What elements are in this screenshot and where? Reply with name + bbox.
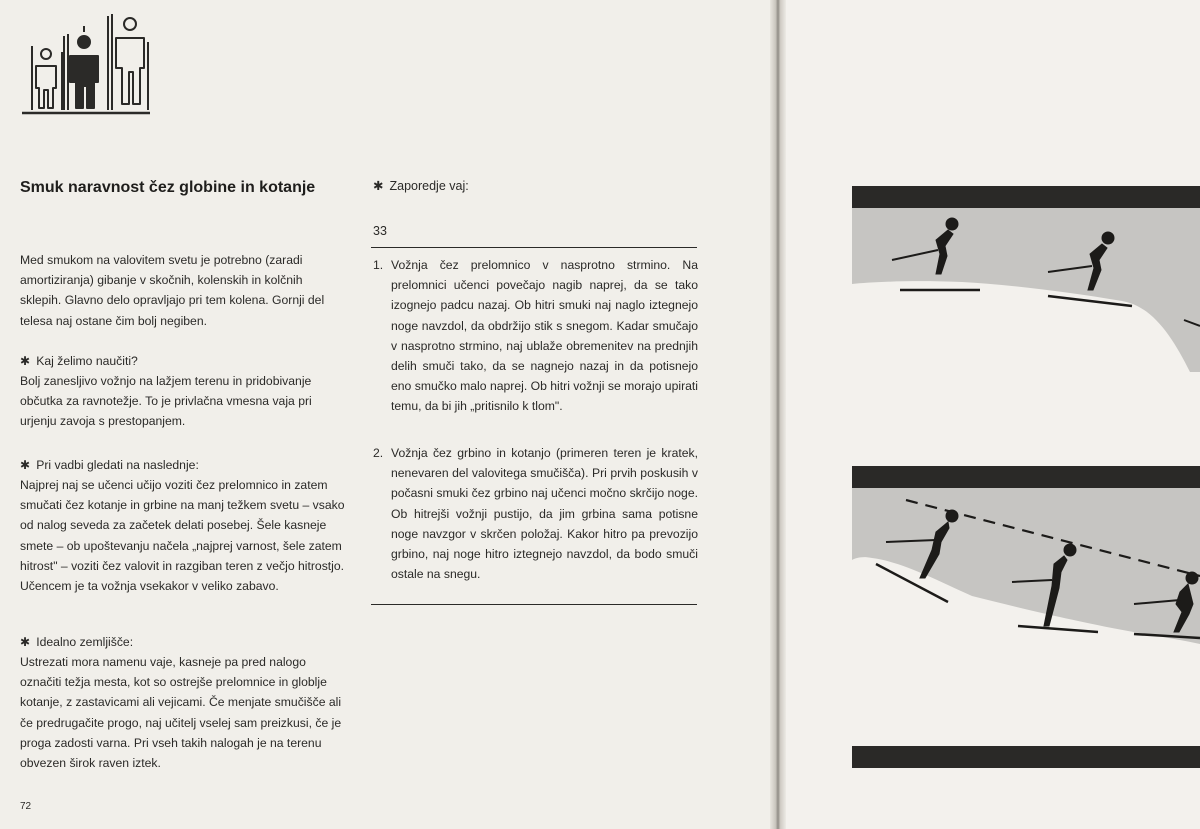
- section-heading: ✱ Pri vadbi gledati na naslednje:: [20, 458, 199, 472]
- sequence-heading: ✱ Zaporedje vaj:: [373, 179, 469, 193]
- illustration-break-slope: [852, 186, 1200, 372]
- asterisk-icon: ✱: [20, 635, 31, 649]
- exercise-number: 33: [373, 224, 387, 238]
- intro-paragraph: Med smukom na valovitem svetu je potrebno (zaradi amortiziranja) gibanje v skočnih, kolenskih in kolčnih sklepih. Glavno delo opravljajo pri tem kolena. Gornji del telesa naj ostane čim bolj negiben.: [20, 253, 325, 328]
- asterisk-icon: ✱: [20, 458, 31, 472]
- section-text: Najprej naj se učenci učijo voziti čez prelomnico in zatem smučati čez kotanje in grbine na manj težkem svetu – vsako od nalog seveda za začetek delati posebej. Šele kasneje smete – ob upoštevanju načela „najprej varnost, šele zatem hitrost" – voziti čez valovit in razgiban teren z večjo hitrostjo. Učencem je ta vožnja vsekakor v veliko zabavo.: [20, 478, 345, 594]
- page-number: 72: [20, 801, 32, 812]
- section-heading: ✱ Idealno zemljišče:: [20, 635, 134, 649]
- illustration-bump-hollow: [852, 466, 1200, 776]
- skiers-logo-icon: [20, 12, 152, 116]
- book-gutter: [770, 0, 786, 829]
- divider-top: [371, 247, 697, 248]
- divider-bottom: [371, 604, 697, 605]
- asterisk-icon: ✱: [20, 354, 31, 368]
- section-heading: ✱ Kaj želimo naučiti?: [20, 354, 138, 368]
- section-text: Ustrezati mora namenu vaje, kasneje pa pred nalogo označiti težja mesta, kot so ostrejše prelomnice in globlje kotanje, z zastavicami ali vejicami. Če menjate smučišče ali če predrugačite progo, naj učitelj vselej sam preizkusi, če je proga zadosti varna. Pri vseh takih nalogah je na terenu obvezen širok raven iztek.: [20, 655, 342, 771]
- section-text: Bolj zanesljivo vožnjo na lažjem terenu in pridobivanje občutka za ravnotežje. To je privlačna vmesna vaja pri urjenju zavoja s prestopanjem.: [20, 374, 312, 429]
- list-item: 2. Vožnja čez grbino in kotanjo (primeren teren je kratek, nenevaren del valovitega smučišča). Pri prvih poskusih v počasni smuki čez grbino naj učenci močno skrčijo noge. Ob hitrejši vožnji pustijo, da jim grbina sama potisne noge navzgor v skrčen položaj. Kakor hitro pa prevozijo grbino, naj noge hitro iztegnejo navzdol, da bodo smuči ostale na snegu.: [373, 446, 698, 582]
- list-item: 1. Vožnja čez prelomnico v nasprotno strmino. Na prelomnici učenci povečajo nagib naprej, da se tako izognejo padcu nazaj. Ob hitri smuki naj naglo iztegnejo noge navzdol, da obdržijo stik s snegom. Kadar smučajo v nasprotno strmino, naj ublaže obremenitev na prednjih delih smuči tako, da se nagnejo nazaj in da potisnejo eno smučko malo naprej. Ob hitri vožnji se morajo upirati temu, da bi jih „pritisnilo k tlom".: [373, 258, 698, 414]
- asterisk-icon: ✱: [373, 179, 384, 193]
- page-title: Smuk naravnost čez globine in kotanje: [20, 179, 316, 196]
